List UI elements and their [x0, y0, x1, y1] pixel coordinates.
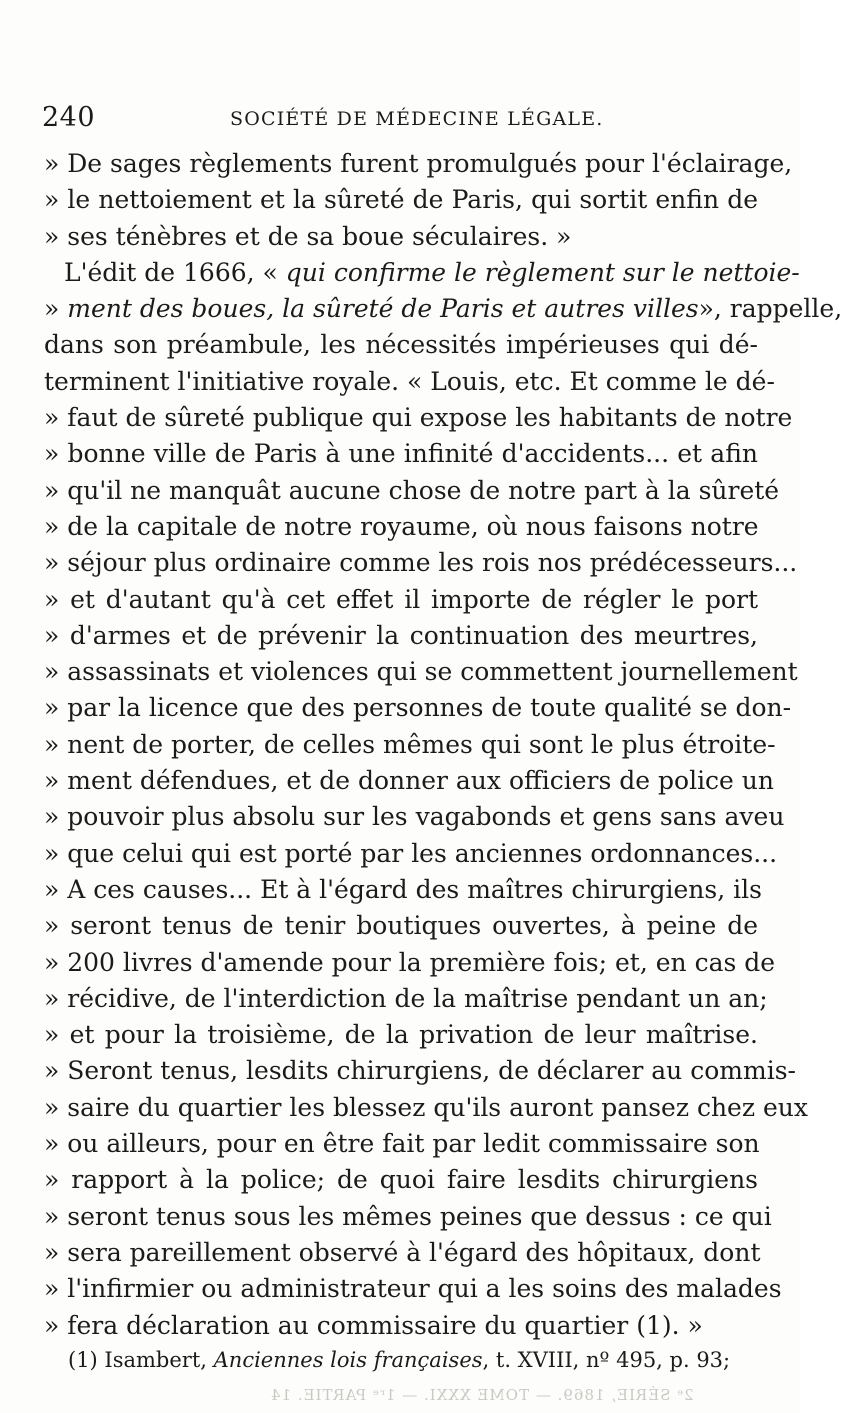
- text-segment: » de la capitale de notre royaume, où nous faisons notre: [44, 511, 759, 541]
- text-segment: » faut de sûreté publique qui expose les habitants de notre: [44, 403, 793, 433]
- text-segment: » sera pareillement observé à l'égard des hôpitaux, dont: [44, 1237, 761, 1267]
- text-segment: » ment défendues, et de donner aux officiers de police un: [44, 766, 775, 796]
- bleed-through-text: 2ᵉ SÉRIE, 1869. — TOME XXXI. — 1ʳᵉ PARTIE. 14: [270, 1386, 694, 1404]
- footnote-title: Anciennes lois françaises: [213, 1348, 483, 1372]
- text-segment: », rappelle,: [698, 294, 842, 324]
- text-segment: » récidive, de l'interdiction de la maîtrise pendant un an;: [44, 983, 768, 1013]
- page-header: [40, 102, 760, 142]
- text-segment: » rapport à la police; de quoi faire lesdits chirurgiens: [44, 1165, 758, 1195]
- text-line: [44, 436, 758, 472]
- text-line: [44, 1308, 758, 1344]
- text-segment: » le nettoiement et la sûreté de Paris, qui sortit enfin de: [44, 185, 758, 215]
- text-segment: » A ces causes... Et à l'égard des maîtres chirurgiens, ils: [44, 874, 762, 904]
- text-line: [44, 1199, 772, 1235]
- text-line: [44, 836, 778, 872]
- text-segment: » bonne ville de Paris à une infinité d'accidents... et afin: [44, 439, 758, 469]
- text-line: [44, 945, 776, 981]
- text-segment: » d'armes et de prévenir la continuation des meurtres,: [44, 620, 758, 650]
- text-line: [44, 727, 776, 763]
- text-segment: » saire du quartier les blessez qu'ils auront pansez chez eux: [44, 1092, 808, 1122]
- footnote-reference: , t. XVIII, nº 495, p. 93;: [482, 1348, 731, 1372]
- italic-text: ment des boues, la sûreté de Paris et autres villes: [67, 294, 699, 324]
- text-line: [44, 872, 762, 908]
- text-line: [44, 509, 758, 545]
- text-segment: »: [44, 294, 68, 324]
- text-line: [44, 1235, 761, 1271]
- text-segment: » et pour la troisième, de la privation de leur maîtrise.: [44, 1020, 758, 1050]
- page-number: 240: [42, 102, 96, 133]
- text-line: [44, 1126, 758, 1162]
- text-segment: » ou ailleurs, pour en être fait par ledit commissaire son: [44, 1129, 760, 1159]
- footnote-marker: (1) Isambert,: [68, 1348, 214, 1372]
- text-line: [44, 799, 785, 835]
- text-line: [44, 1271, 782, 1307]
- text-line: [44, 255, 800, 291]
- text-segment: terminent l'initiative royale. « Louis, etc. Et comme le dé-: [44, 366, 775, 396]
- text-line: [44, 981, 768, 1017]
- text-line: [44, 400, 793, 436]
- text-line: [44, 1162, 758, 1198]
- text-segment: » De sages règlements furent promulgués pour l'éclairage,: [44, 149, 793, 178]
- text-segment: » nent de porter, de celles mêmes qui sont le plus étroite-: [44, 729, 776, 759]
- text-segment: » Seront tenus, lesdits chirurgiens, de déclarer au commis-: [44, 1056, 796, 1086]
- text-line: [44, 908, 758, 944]
- text-line: [44, 545, 798, 581]
- text-segment: » 200 livres d'amende pour la première fois; et, en cas de: [44, 947, 776, 977]
- text-line: [44, 1090, 808, 1126]
- text-segment: » seront tenus sous les mêmes peines que dessus : ce qui: [44, 1201, 772, 1231]
- text-segment: L'édit de 1666, «: [64, 257, 286, 287]
- text-segment: » assassinats et violences qui se commettent journellement: [44, 657, 798, 687]
- body-text: [44, 146, 842, 1344]
- text-line: [44, 690, 792, 726]
- footnote: [68, 1345, 758, 1375]
- text-segment: » et d'autant qu'à cet effet il importe de régler le port: [44, 584, 758, 614]
- text-line: [44, 618, 758, 654]
- text-segment: » pouvoir plus absolu sur les vagabonds et gens sans aveu: [44, 802, 785, 832]
- text-line: [44, 473, 780, 509]
- text-line: [44, 219, 758, 255]
- text-segment: » que celui qui est porté par les anciennes ordonnances...: [44, 838, 778, 868]
- text-line: [44, 1017, 758, 1053]
- running-head: SOCIÉTÉ DE MÉDECINE LÉGALE.: [230, 108, 604, 130]
- text-segment: dans son préambule, les nécessités impérieuses qui dé-: [44, 330, 758, 360]
- text-segment: » seront tenus de tenir boutiques ouvertes, à peine de: [44, 911, 758, 941]
- text-line: [44, 364, 775, 400]
- text-line: [44, 327, 758, 363]
- text-line: [44, 654, 798, 690]
- text-line: [44, 146, 793, 182]
- text-line: [44, 763, 775, 799]
- text-line: [44, 1053, 796, 1089]
- text-segment: » par la licence que des personnes de toute qualité se don-: [44, 693, 792, 723]
- text-line: [44, 291, 842, 327]
- text-segment: » l'infirmier ou administrateur qui a les soins des malades: [44, 1274, 782, 1304]
- text-segment: » ses ténèbres et de sa boue séculaires. »: [44, 221, 572, 251]
- text-segment: » fera déclaration au commissaire du quartier (1). »: [44, 1310, 703, 1340]
- text-segment: » qu'il ne manquât aucune chose de notre part à la sûreté: [44, 475, 780, 505]
- italic-text: qui confirme le règlement sur le nettoie-: [285, 257, 800, 287]
- text-segment: » séjour plus ordinaire comme les rois nos prédécesseurs...: [44, 548, 798, 578]
- text-line: [44, 182, 758, 218]
- text-line: [44, 582, 758, 618]
